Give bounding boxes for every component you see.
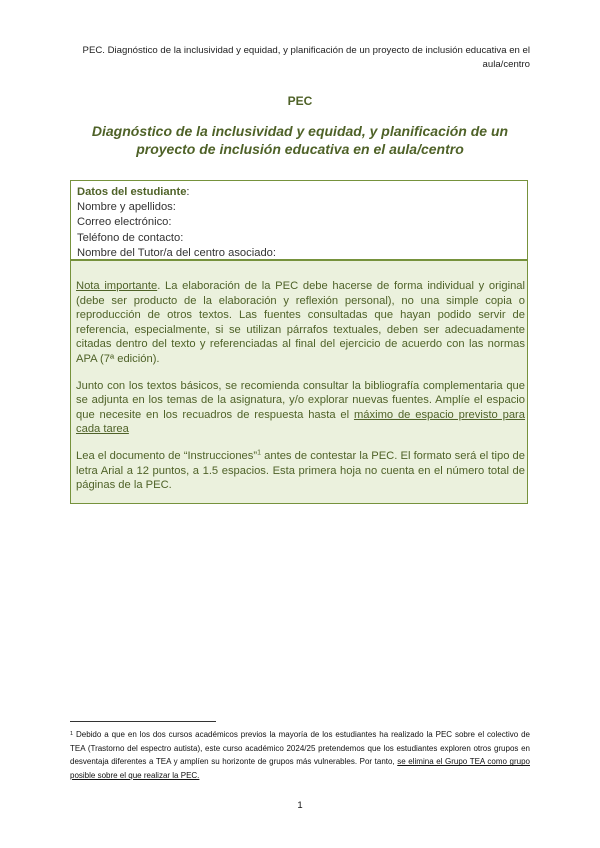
student-box-title: Datos del estudiante [77,186,187,198]
note-important-label: Nota importante [76,280,158,292]
page-number: 1 [297,800,303,811]
field-phone: Teléfono de contacto: [77,231,184,244]
important-note-box [70,260,528,504]
note-paragraph-3-after: antes de contestar la PEC. El formato será el tipo de letra Arial a 12 puntos, a 1.5 espacios. Esta primera hoja no cuenta en el número total de páginas de la PEC. [76,449,525,492]
document-title: Diagnóstico de la inclusividad y equidad, y planificación de un proyecto de inclusión educativa en el aula/centro [91,123,509,157]
footnote [70,728,530,782]
student-data-box [70,180,528,260]
field-tutor: Nombre del Tutor/a del centro asociado: [77,246,276,259]
pec-label: PEC [287,94,313,108]
running-header: PEC. Diagnóstico de la inclusividad y equidad, y planificación de un proyecto de inclusión educativa en el aula/centro [82,45,530,70]
student-box-title-colon: : [186,186,190,198]
note-paragraph-3 [76,449,525,493]
note-paragraph-3-before: Lea el documento de “Instrucciones” [76,449,258,462]
footnote-reference: 1 [257,449,261,457]
field-email: Correo electrónico: [77,216,172,229]
footnote-mark: 1 [70,731,74,737]
student-box-heading [77,185,521,200]
footnote-underlined-text: se elimina el Grupo TEA como grupo posible sobre el que realizar la PEC. [70,757,530,780]
note-paragraph-2 [76,379,525,437]
note-paragraph-1-text: . La elaboración de la PEC debe hacerse de forma individual y original (debe ser producto de la elaboración y reflexión personal), no una simple copia o reproducción de otros textos. Las fuentes consultadas que hayan podido servir de referencia, especialmente, si se utilizan párrafos textuales, deben ser adecuadamente citadas dentro del texto y referenciadas al final del ejercicio de acuerdo con las normas APA (7ª edición). [76,280,525,365]
note-max-space-text: máximo de espacio previsto para cada tarea [76,408,526,436]
note-paragraph-2-text: Junto con los textos básicos, se recomienda consultar la bibliografía complementaria que se adjunta en los temas de la asignatura, y/o explorar nuevas fuentes. Amplíe el espacio que necesite en los recuadros de respuesta hasta el [76,379,525,421]
note-paragraph-1 [76,279,525,367]
field-name: Nombre y apellidos: [77,201,176,214]
footnote-separator [70,721,216,722]
footnote-text: Debido a que en los dos cursos académicos previos la mayoría de los estudiantes ha realizado la PEC sobre el colectivo de TEA (Trastorno del espectro autista), este curso académico 2024/25 pretendemos que los estudiantes exploren otros grupos en desventaja diferentes a TEA y amplíen su horizonte de grupos más vulnerables. Por tanto, [70,730,530,767]
